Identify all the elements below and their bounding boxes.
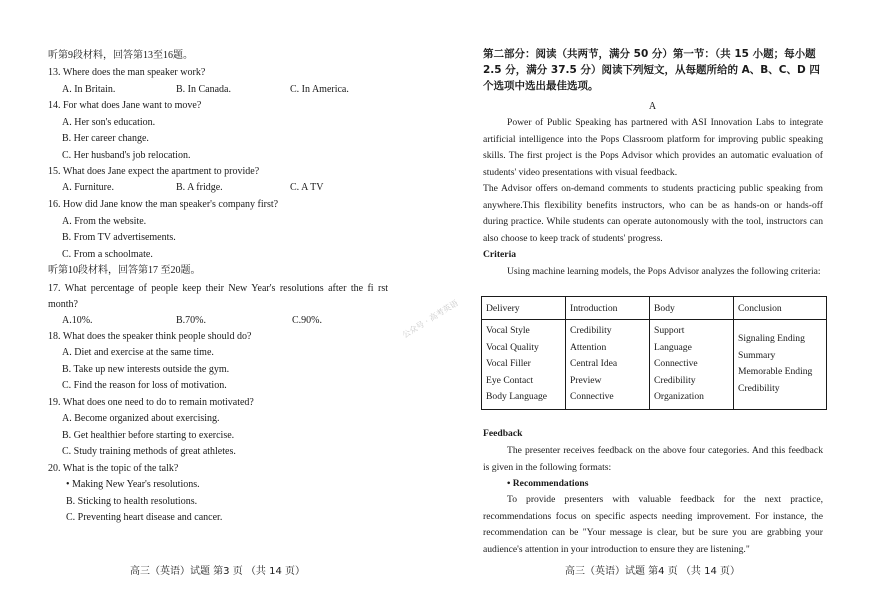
table-header-body: Body — [650, 297, 734, 320]
criteria-table-body-row — [482, 320, 827, 410]
q16-option-b: B. From TV advertisements. — [62, 232, 176, 243]
introduction-item: Credibility — [570, 325, 612, 336]
q15-option-c: C. A TV — [290, 182, 324, 193]
criteria-heading: Criteria — [483, 249, 517, 260]
q20-option-a: • Making New Year's resolutions. — [66, 479, 200, 490]
question-20: 20. What is the topic of the talk? — [48, 463, 179, 474]
left-page-footer: 高三（英语）试题 第3 页 （共 14 页） — [130, 566, 305, 577]
criteria-table — [481, 296, 827, 410]
delivery-item: Vocal Style — [486, 325, 530, 336]
body-item: Language — [654, 341, 692, 353]
delivery-cell — [482, 320, 566, 410]
table-header-introduction: Introduction — [566, 297, 650, 320]
q14-option-c: C. Her husband's job relocation. — [62, 150, 191, 161]
q14-option-a: A. Her son's education. — [62, 117, 156, 128]
q13-option-c: C. In America. — [290, 84, 349, 95]
introduction-item: Connective — [570, 391, 614, 402]
passage-paragraph-1: Power of Public Speaking has partnered with ASI Innovation Labs to integrate artificial intelligence into the Pops Classroom platform for improving public speaking skills. The first project is the Pops Advisor which provides an automatic evaluation of students' video presentations with visual feedback. — [483, 117, 823, 178]
q19-option-c: C. Study training methods of great athletes. — [62, 446, 236, 457]
passage-label: A — [648, 101, 657, 112]
question-17: 17. What percentage of people keep their New Year's resolutions after the fi rst month? — [48, 283, 388, 310]
q17-option-b: B.70%. — [176, 315, 206, 326]
q16-option-a: A. From the website. — [62, 216, 147, 227]
question-14: 14. For what does Jane want to move? — [48, 100, 202, 111]
delivery-item: Vocal Filler — [486, 358, 531, 369]
conclusion-item: Signaling Ending — [738, 333, 805, 345]
q16-option-c: C. From a schoolmate. — [62, 249, 153, 260]
body-item: Support — [654, 325, 685, 336]
introduction-item: Preview — [570, 374, 602, 386]
watermark-stamp: 公众号 · 高考英语 — [400, 298, 460, 340]
q17-option-a: A.10%. — [62, 315, 93, 326]
question-18: 18. What does the speaker think people should do? — [48, 331, 252, 342]
recommendations-bullet: • Recommendations — [507, 478, 589, 489]
question-15: 15. What does Jane expect the apartment to provide? — [48, 166, 260, 177]
right-page-footer: 高三（英语）试题 第4 页 （共 14 页） — [565, 566, 740, 577]
conclusion-cell — [734, 320, 827, 410]
question-16: 16. How did Jane know the man speaker's company first? — [48, 199, 279, 210]
q20-option-b: B. Sticking to health resolutions. — [66, 496, 198, 507]
body-item: Connective — [654, 358, 698, 369]
conclusion-item: Memorable Ending — [738, 366, 813, 378]
question-19: 19. What does one need to do to remain motivated? — [48, 397, 254, 408]
conclusion-item: Summary — [738, 349, 776, 361]
question-13: 13. Where does the man speaker work? — [48, 67, 206, 78]
table-header-conclusion: Conclusion — [734, 297, 827, 320]
table-header-delivery: Delivery — [482, 297, 566, 320]
q17-option-c: C.90%. — [292, 315, 322, 326]
q18-option-c: C. Find the reason for loss of motivation. — [62, 380, 227, 391]
delivery-item: Eye Contact — [486, 374, 534, 386]
body-item: Organization — [654, 391, 704, 402]
passage-paragraph-2: The Advisor offers on-demand comments to students practicing public speaking from anywhere.This flexibility benefits instructors, who can be as hands-on or hands-off during practice. While students can operate autonomously with the tool, instructors can also choose to keep track of students' progress. — [483, 183, 823, 244]
right-page — [435, 0, 870, 615]
body-item: Credibility — [654, 374, 696, 386]
passage-paragraph-5: To provide presenters with valuable feedback for the next practice, recommendations focus on specific aspects needing improvement. For instance, the recommendation can be "Your message is clear, but be sure you are grabbing your audience's attention in your introduction to ensure they are listening." — [483, 494, 823, 555]
introduction-item: Central Idea — [570, 358, 618, 369]
introduction-cell — [566, 320, 650, 410]
criteria-table-header-row — [482, 297, 827, 320]
delivery-item: Vocal Quality — [486, 341, 539, 353]
q18-option-b: B. Take up new interests outside the gym. — [62, 364, 230, 375]
section-9-instruction: 听第9段材料，回答第13至16题。 — [48, 50, 193, 61]
delivery-item: Body Language — [486, 391, 548, 402]
passage-paragraph-3: Using machine learning models, the Pops Advisor analyzes the following criteria: — [507, 266, 821, 277]
q19-option-b: B. Get healthier before starting to exercise. — [62, 430, 235, 441]
q14-option-b: B. Her career change. — [62, 133, 149, 144]
q20-option-c: C. Preventing heart disease and cancer. — [66, 512, 223, 523]
introduction-item: Attention — [570, 341, 607, 353]
q19-option-a: A. Become organized about exercising. — [62, 413, 220, 424]
q13-option-a: A. In Britain. — [62, 84, 116, 95]
passage-paragraph-4: The presenter receives feedback on the above four categories. And this feedback is given in the following formats: — [483, 445, 823, 473]
q15-option-a: A. Furniture. — [62, 182, 114, 193]
reading-section-header: 第二部分：阅读（共两节，满分 50 分）第一节：（共 15 小题；每小题 2.5 分，满分 37.5 分）阅读下列短文，从每题所给的 A、B、C、D 四个选项中选出最佳选项。 — [483, 48, 820, 92]
conclusion-item: Credibility — [738, 382, 780, 394]
q13-option-b: B. In Canada. — [176, 84, 231, 95]
q15-option-b: B. A fridge. — [176, 182, 223, 193]
body-cell — [650, 320, 734, 410]
feedback-heading: Feedback — [483, 428, 523, 439]
q18-option-a: A. Diet and exercise at the same time. — [62, 347, 214, 358]
section-10-instruction: 听第10段材料，回答第17 至20题。 — [48, 265, 201, 276]
